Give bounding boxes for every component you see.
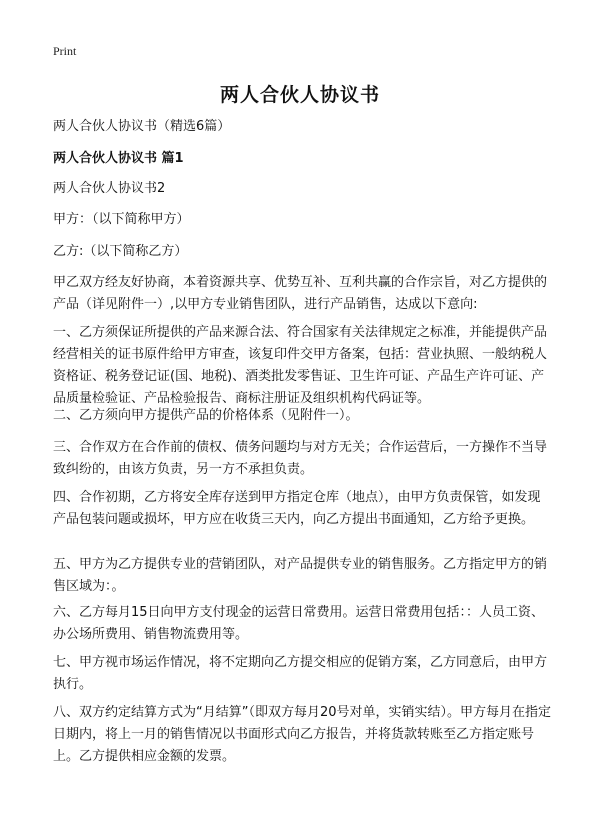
paragraph-clause-2: 二、乙方须向甲方提供产品的价格体系（见附件一）。 <box>53 408 359 423</box>
party-a-line: 甲方：（以下简称甲方） <box>53 212 190 227</box>
paragraph-clause-3: 三、合作双方在合作前的债权、债务问题均与对方无关；合作运营后，一方操作不当导致纠纷的，由该方负责，另一方不承担负责。 <box>53 440 548 477</box>
party-b-line: 乙方:（以下简称乙方） <box>53 244 188 259</box>
paragraph-intro: 甲乙双方经友好协商，本着资源共享、优势互补、互利共赢的合作宗旨，对乙方提供的产品（详见附件一）,以甲方专业销售团队，进行产品销售，达成以下意向: <box>53 275 548 312</box>
paragraph-clause-8: 八、双方约定结算方式为“月结算”（即双方每月20号对单，实销实结）。甲方每月在指定日期内，将上一月的销售情况以书面形式向乙方报告，并将货款转账至乙方指定账号上。乙方提供相应金额的发票。 <box>53 705 552 764</box>
section-heading: 两人合伙人协议书 篇1 <box>53 151 184 166</box>
document-subtitle: 两人合伙人协议书（精选6篇） <box>53 119 231 134</box>
print-label[interactable]: Print <box>53 44 77 58</box>
paragraph-clause-6: 六、乙方每月15日向甲方支付现金的运营日常费用。运营日常费用包括：：人员工资、办公场所费用、销售物流费用等。 <box>53 605 545 642</box>
document-title: 两人合伙人协议书 <box>219 84 380 106</box>
paragraph-clause-1: 一、乙方须保证所提供的产品来源合法、符合国家有关法律规定之标准，并能提供产品经营相关的证书原件给甲方审查，该复印件交甲方备案，包括：营业执照、一般纳税人资格证、税务登记证(国、地税)、酒类批发零售证、卫生许可证、产品生产许可证、产品质量检验证、产品检验报告、商标注册证及组织机构代码证等。 <box>53 325 548 406</box>
document-name: 两人合伙人协议书2 <box>53 181 166 196</box>
paragraph-clause-5: 五、甲方为乙方提供专业的营销团队，对产品提供专业的销售服务。乙方指定甲方的销售区域为：。 <box>53 557 548 594</box>
paragraph-clause-4: 四、合作初期，乙方将安全库存送到甲方指定仓库（地点），由甲方负责保管，如发现产品包装问题或损坏，甲方应在收货三天内，向乙方提出书面通知，乙方给予更换。 <box>53 490 541 527</box>
paragraph-clause-7: 七、甲方视市场运作情况，将不定期向乙方提交相应的促销方案，乙方同意后，由甲方执行。 <box>53 655 548 692</box>
